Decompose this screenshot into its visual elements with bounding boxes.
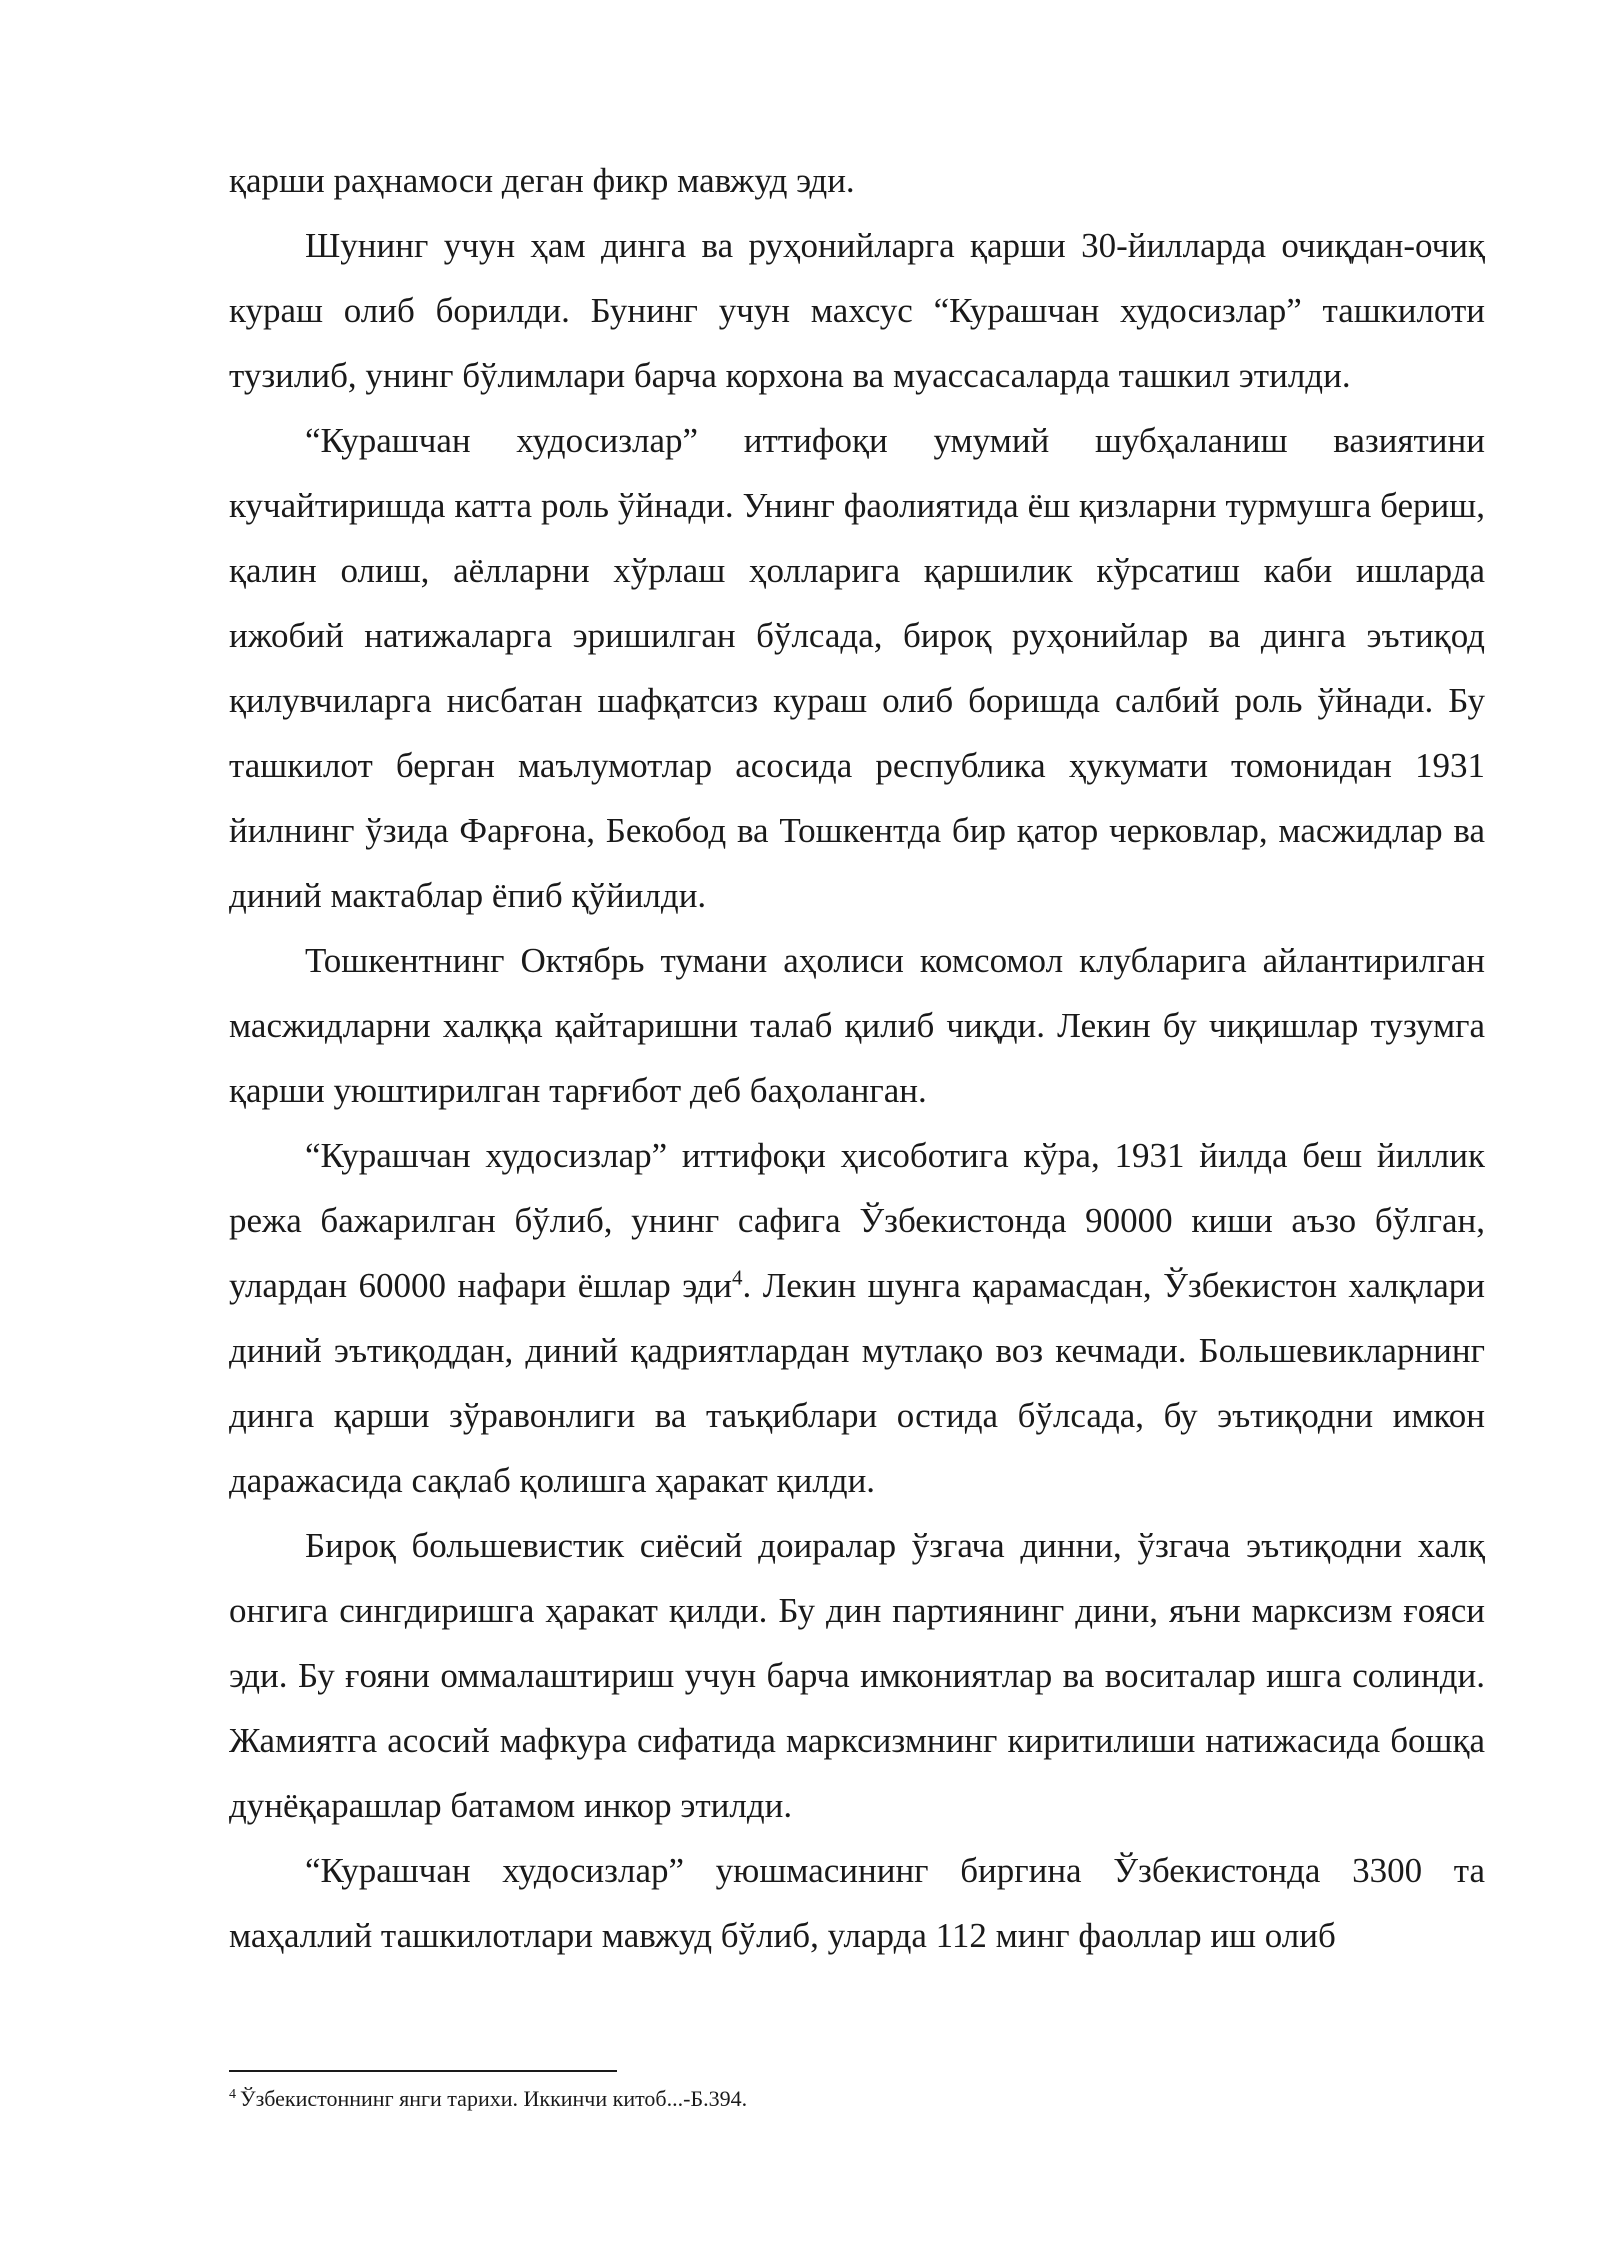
paragraph-3: “Курашчан худосизлар” иттифоқи умумий шубҳаланиш вазиятини кучайтиришда катта роль ўйнади. Унинг фаолиятида ёш қизларни турмушга бериш, қалин олиш, аёлларни хўрлаш ҳолларига қаршилик кўрсатиш каби ишларда ижобий натижаларга эришилган бўлсада, бироқ руҳонийлар ва динга эътиқод қилувчиларга нисбатан шафқатсиз кураш олиб боришда салбий роль ўйнади. Бу ташкилот берган маълумотлар асосида республика ҳукумати томонидан 1931 йилнинг ўзида Фарғона, Бекобод ва Тошкентда бир қатор черковлар, масжидлар ва диний мактаблар ёпиб қўйилди.	[229, 421, 1485, 915]
paragraph-2: Шунинг учун ҳам динга ва руҳонийларга қарши 30-йилларда очиқдан-очиқ кураш олиб борилди. Бунинг учун махсус “Курашчан худосизлар” ташкилоти тузилиб, унинг бўлимлари барча корхона ва муассасаларда ташкил этилди.	[229, 226, 1485, 395]
paragraph-5-text-before: “Курашчан худосизлар” иттифоқи ҳисоботига кўра, 1931 йилда беш йиллик режа бажарилган бўлиб, унинг сафига Ўзбекистонда 90000 киши аъзо бўлган, улардан 60000 нафари ёшлар эди	[229, 1136, 1485, 1305]
paragraph-5	[229, 1123, 1485, 1513]
footnote-separator	[229, 2070, 617, 2072]
paragraph-7: “Курашчан худосизлар” уюшмасининг биргина Ўзбекистонда 3300 та маҳаллий ташкилотлари мавжуд бўлиб, уларда 112 минг фаоллар иш олиб	[229, 1851, 1485, 1955]
footnote-reference[interactable]: 4	[731, 1265, 743, 1290]
paragraph-5-text-after: . Лекин шунга қарамасдан, Ўзбекистон халқлари диний эътиқоддан, диний қадриятлардан мутлақо воз кечмади. Большевикларнинг динга қарши зўравонлиги ва таъқиблари остида бўлсада, бу эътиқодни имкон даражасида сақлаб қолишга ҳаракат қилди.	[229, 1266, 1485, 1500]
footnote	[229, 2084, 1485, 2114]
body-text	[229, 148, 1485, 1968]
footnote-mark: 4	[229, 2086, 236, 2102]
paragraph-1: қарши раҳнамоси деган фикр мавжуд эди.	[229, 161, 855, 200]
paragraph-4: Тошкентнинг Октябрь тумани аҳолиси комсомол клубларига айлантирилган масжидларни халққа қайтаришни талаб қилиб чиқди. Лекин бу чиқишлар тузумга қарши уюштирилган тарғибот деб баҳоланган.	[229, 941, 1485, 1110]
paragraph-6: Бироқ большевистик сиёсий доиралар ўзгача динни, ўзгача эътиқодни халқ онгига сингдиришга ҳаракат қилди. Бу дин партиянинг дини, яъни марксизм ғояси эди. Бу ғояни оммалаштириш учун барча имкониятлар ва воситалар ишга солинди. Жамиятга асосий мафкура сифатида марксизмнинг киритилиши натижасида бошқа дунёқарашлар батамом инкор этилди.	[229, 1526, 1485, 1825]
footnote-text: Ўзбекистоннинг янги тарихи. Иккинчи китоб...-Б.394.	[240, 2086, 748, 2111]
